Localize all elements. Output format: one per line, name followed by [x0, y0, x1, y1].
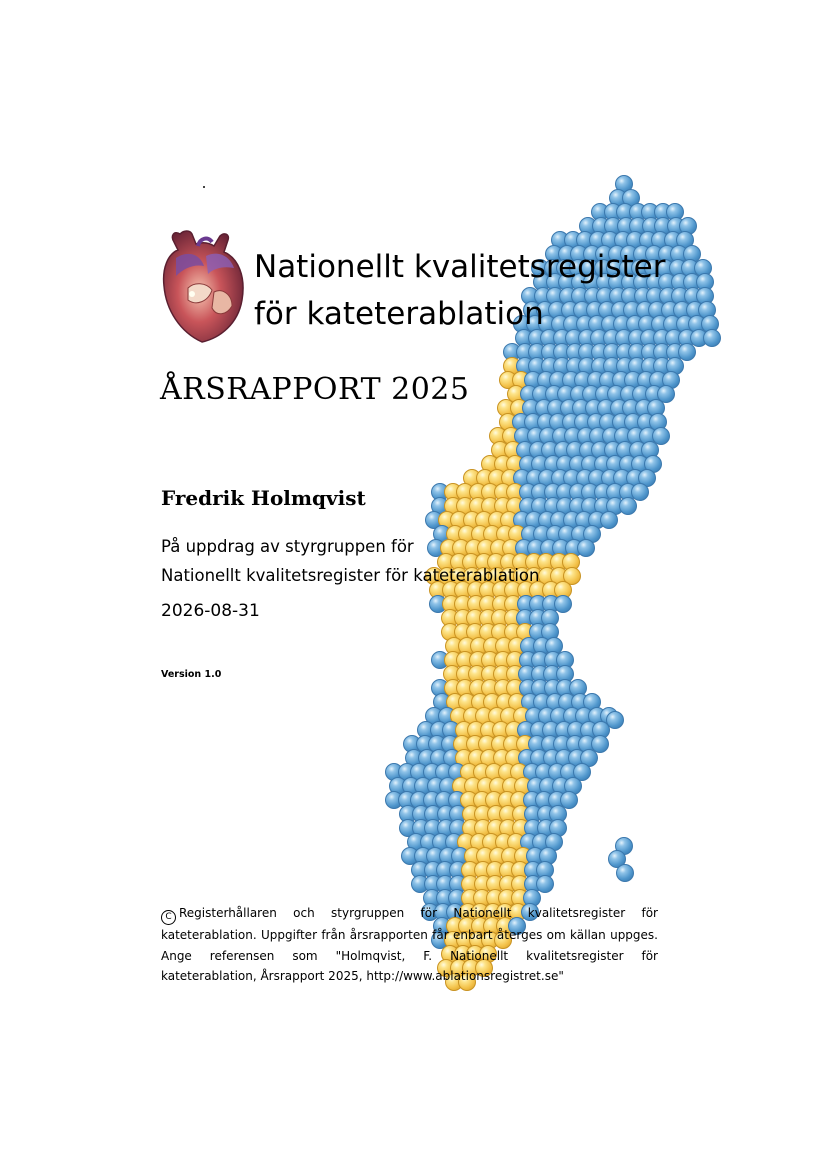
heart-anatomy-icon [158, 228, 246, 346]
map-ball [619, 497, 637, 515]
map-ball [577, 539, 595, 557]
stray-dot [203, 186, 205, 188]
registry-title-line1: Nationellt kvalitetsregister [254, 249, 666, 285]
map-ball [703, 329, 721, 347]
author-name: Fredrik Holmqvist [161, 486, 366, 510]
registry-title-line2: för kateterablation [254, 296, 544, 332]
commission-line2: Nationellt kvalitetsregister för kateterablation [161, 566, 540, 585]
map-ball [536, 875, 554, 893]
copyright-text: Registerhållaren och styrgruppen för Nationellt kvalitetsregister för kateterablation. Uppgifter från årsrapporten får enbart återges om källan uppges. Ange referensen som "Holmqvist, F. Nationellt kvalitetsregister för kateterablation, Årsrapport 2025, http://www.ablationsregistret.se" [161, 906, 658, 983]
map-ball [554, 595, 572, 613]
map-ball [600, 511, 618, 529]
commission-line1: På uppdrag av styrgruppen för [161, 537, 414, 556]
map-ball [616, 864, 634, 882]
map-ball [606, 711, 624, 729]
report-date: 2026-08-31 [161, 601, 260, 621]
commission-text [161, 532, 539, 590]
version-label: Version 1.0 [161, 669, 222, 680]
report-title: ÅRSRAPPORT 2025 [160, 372, 470, 407]
copyright-notice [161, 903, 658, 987]
registry-title [254, 244, 665, 338]
copyright-icon: C [161, 910, 176, 925]
